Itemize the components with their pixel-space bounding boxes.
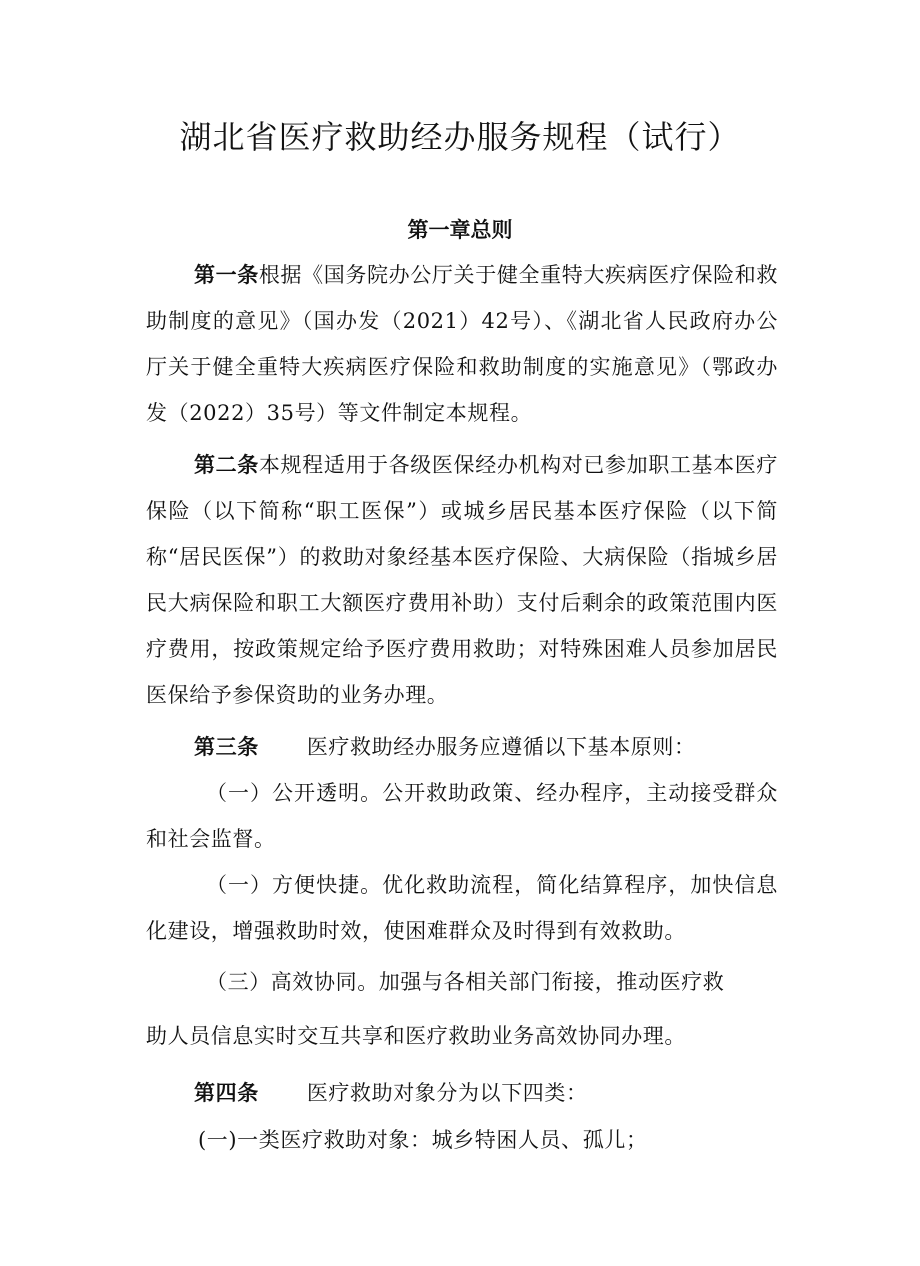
principle-2: （一）方便快捷。优化救助流程，简化结算程序，加快信息化建设，增强救助时效，使困难群众及时得到有效救助。 [146, 873, 778, 943]
article-3-label: 第三条 [194, 735, 259, 759]
article-3-text: 医疗救助经办服务应遵循以下基本原则： [306, 735, 696, 759]
category-1: (一)一类医疗救助对象：城乡特困人员、孤儿； [198, 1128, 648, 1152]
article-4-label: 第四条 [194, 1081, 259, 1105]
article-1 [146, 252, 778, 436]
chapter-heading: 第一章总则 [407, 218, 513, 242]
principle-3-cont: 助人员信息实时交互共享和医疗救助业务高效协同办理。 [146, 1024, 686, 1048]
article-2-label: 第二条 [194, 453, 259, 477]
article-1-label: 第一条 [194, 263, 259, 287]
article-1-text: 根据《国务院办公厅关于健全重特大疾病医疗保险和救助制度的意见》（国办发（2021）42号）、《湖北省人民政府办公厅关于健全重特大疾病医疗保险和救助制度的实施意见》（鄂政办发（2022）35号）等文件制定本规程。 [146, 263, 778, 425]
article-4-text: 医疗救助对象分为以下四类： [306, 1081, 588, 1105]
article-4 [194, 1077, 588, 1107]
article-3 [194, 731, 696, 761]
article-2 [146, 442, 778, 718]
article-2-text: 本规程适用于各级医保经办机构对已参加职工基本医疗保险（以下简称“职工医保”）或城乡居民基本医疗保险（以下简称“居民医保”）的救助对象经基本医疗保险、大病保险（指城乡居民大病保险和职工大额医疗费用补助）支付后剩余的政策范围内医疗费用，按政策规定给予医疗费用救助；对特殊困难人员参加居民医保给予参保资助的业务办理。 [146, 453, 778, 707]
principle-3: （三）高效协同。加强与各相关部门衔接，推动医疗救 [206, 970, 725, 994]
principle-1: （一）公开透明。公开救助政策、经办程序，主动接受群众和社会监督。 [146, 781, 778, 851]
document-title: 湖北省医疗救助经办服务规程（试行） [179, 118, 741, 156]
